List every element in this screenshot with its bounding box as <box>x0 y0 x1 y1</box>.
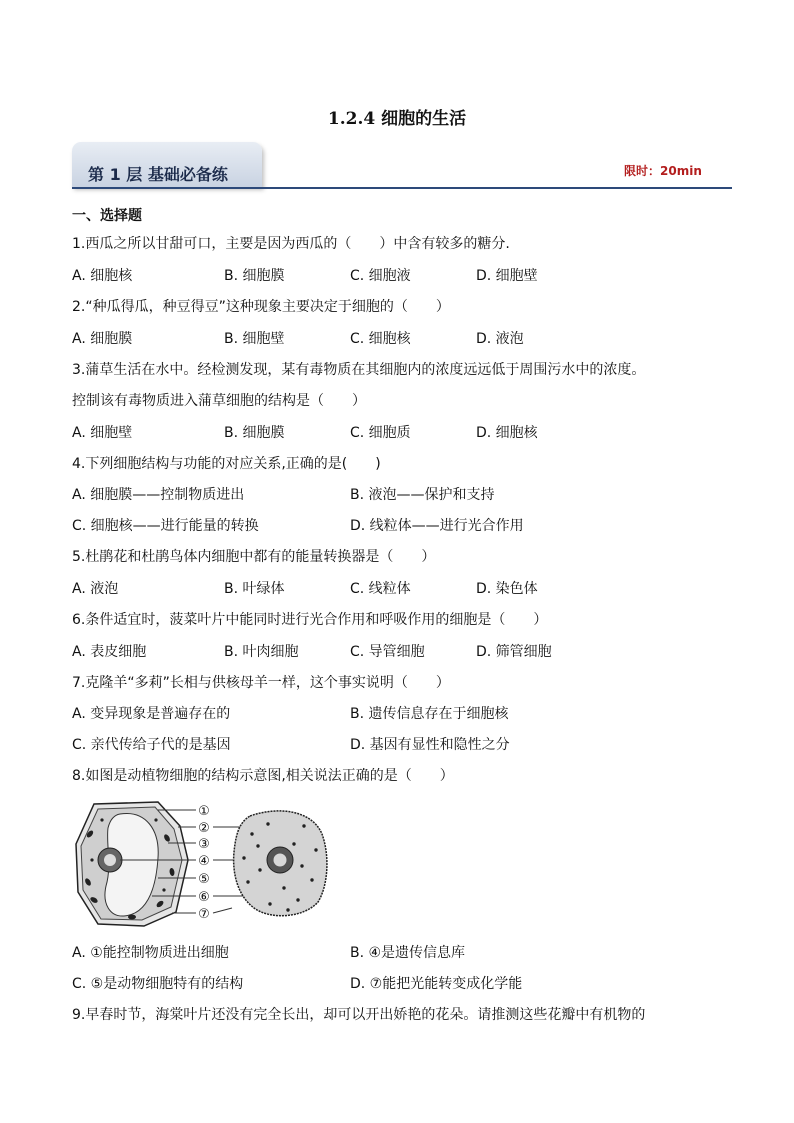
option-b: B. 液泡——保护和支持 <box>350 487 495 503</box>
option-c: C. 细胞核 <box>350 331 411 347</box>
option-b: B. 细胞膜 <box>224 425 285 441</box>
option-c: C. 亲代传给子代的是基因 <box>72 737 231 753</box>
label-4: ④ <box>198 854 210 869</box>
plant-cell <box>76 802 188 926</box>
cell-structure-diagram <box>72 800 337 930</box>
animal-cell <box>234 811 327 916</box>
option-a: A. 细胞核 <box>72 268 133 284</box>
option-a: A. 表皮细胞 <box>72 644 147 660</box>
label-6: ⑥ <box>198 890 210 905</box>
page-title: 1.2.4 细胞的生活 <box>327 109 467 129</box>
option-b: B. ④是遗传信息库 <box>350 945 466 961</box>
question-stem: 7.克隆羊“多莉”长相与供核母羊一样，这个事实说明（ ） <box>72 675 450 691</box>
question-stem: 3.蒲草生活在水中。经检测发现，某有毒物质在其细胞内的浓度远远低于周围污水中的浓度。 <box>72 362 646 378</box>
option-c: C. ⑤是动物细胞特有的结构 <box>72 976 244 992</box>
option-b: B. 细胞壁 <box>224 331 285 347</box>
label-7: ⑦ <box>198 907 210 922</box>
option-d: D. 细胞核 <box>476 425 538 441</box>
option-d: D. 染色体 <box>476 581 538 597</box>
time-limit: 限时：20min <box>624 164 702 178</box>
option-c: C. 细胞核——进行能量的转换 <box>72 518 259 534</box>
option-c: C. 导管细胞 <box>350 644 425 660</box>
option-d: D. 筛管细胞 <box>476 644 552 660</box>
option-c: C. 细胞质 <box>350 425 411 441</box>
header-divider <box>72 187 732 189</box>
level-tab <box>72 142 262 187</box>
question-stem: 6.条件适宜时，菠菜叶片中能同时进行光合作用和呼吸作用的细胞是（ ） <box>72 612 548 628</box>
option-a: A. 细胞膜——控制物质进出 <box>72 487 245 503</box>
question-stem: 2.“种瓜得瓜，种豆得豆”这种现象主要决定于细胞的（ ） <box>72 299 450 315</box>
question-stem-continued: 控制该有毒物质进入蒲草细胞的结构是（ ） <box>72 393 366 409</box>
option-a: A. 细胞膜 <box>72 331 133 347</box>
question-stem: 8.如图是动植物细胞的结构示意图,相关说法正确的是（ ） <box>72 768 454 784</box>
question-stem: 9.早春时节，海棠叶片还没有完全长出，却可以开出娇艳的花朵。请推测这些花瓣中有机物的 <box>72 1007 646 1023</box>
level-tab-label: 第 1 层 基础必备练 <box>88 165 228 184</box>
option-b: B. 遗传信息存在于细胞核 <box>350 706 509 722</box>
label-2: ② <box>198 821 210 836</box>
option-c: C. 线粒体 <box>350 581 411 597</box>
option-a: A. 液泡 <box>72 581 119 597</box>
option-b: B. 细胞膜 <box>224 268 285 284</box>
label-3: ③ <box>198 837 210 852</box>
option-b: B. 叶肉细胞 <box>224 644 299 660</box>
section-heading: 一、选择题 <box>72 208 142 224</box>
option-d: D. 线粒体——进行光合作用 <box>350 518 524 534</box>
option-b: B. 叶绿体 <box>224 581 285 597</box>
option-a: A. 变异现象是普遍存在的 <box>72 706 231 722</box>
option-a: A. 细胞壁 <box>72 425 133 441</box>
option-c: C. 细胞液 <box>350 268 411 284</box>
question-stem: 5.杜鹃花和杜鹃鸟体内细胞中都有的能量转换器是（ ） <box>72 549 436 565</box>
label-1: ① <box>198 804 210 819</box>
question-stem: 1.西瓜之所以甘甜可口，主要是因为西瓜的（ ）中含有较多的糖分. <box>72 236 510 252</box>
option-d: D. 基因有显性和隐性之分 <box>350 737 510 753</box>
question-stem: 4.下列细胞结构与功能的对应关系,正确的是( ) <box>72 456 381 472</box>
option-d: D. ⑦能把光能转变成化学能 <box>350 976 523 992</box>
label-5: ⑤ <box>198 872 210 887</box>
option-a: A. ①能控制物质进出细胞 <box>72 945 229 961</box>
option-d: D. 液泡 <box>476 331 524 347</box>
option-d: D. 细胞壁 <box>476 268 538 284</box>
